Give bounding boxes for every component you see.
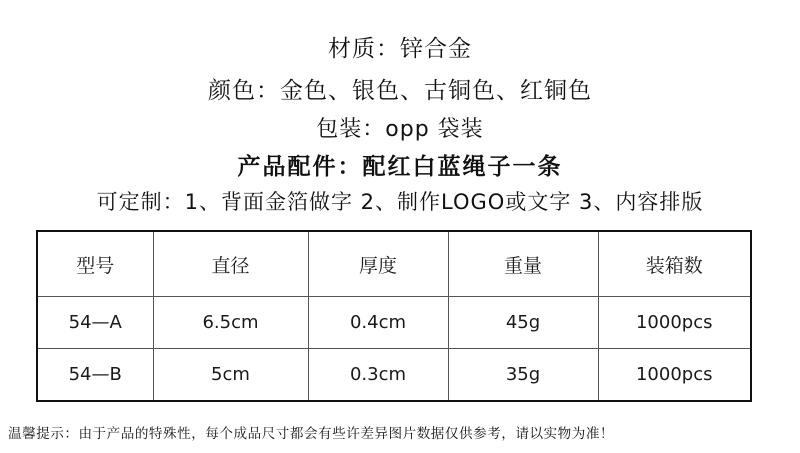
header-cell-model: 型号 (37, 231, 153, 297)
table-cell: 1000pcs (598, 348, 751, 401)
table-cell: 35g (448, 348, 598, 401)
table-cell: 54—B (37, 348, 153, 401)
table-cell: 54—A (37, 297, 153, 349)
header-cell-weight: 重量 (448, 231, 598, 297)
customization-line: 可定制：1、背面金箔做字 2、制作LOGO或文字 3、内容排版 (96, 190, 704, 214)
table-cell: 6.5cm (153, 297, 308, 349)
table-cell: 5cm (153, 348, 308, 401)
table-cell: 0.4cm (308, 297, 448, 349)
table-row (37, 348, 751, 401)
table-row (37, 297, 751, 349)
header-cell-box-quantity: 装箱数 (598, 231, 751, 297)
spec-table (36, 230, 752, 402)
table-cell: 0.3cm (308, 348, 448, 401)
header-cell-thickness: 厚度 (308, 231, 448, 297)
table-cell: 1000pcs (598, 297, 751, 349)
accessories-line: 产品配件：配红白蓝绳子一条 (237, 154, 563, 180)
table-header-row (37, 231, 751, 297)
table-cell: 45g (448, 297, 598, 349)
disclaimer-note: 温馨提示：由于产品的特殊性，每个成品尺寸都会有些许差异图片数据仅供参考，请以实物为准！ (8, 426, 615, 442)
colors-line: 颜色：金色、银色、古铜色、红铜色 (208, 78, 592, 104)
packaging-line: 包装：opp 袋装 (316, 117, 484, 142)
header-cell-diameter: 直径 (153, 231, 308, 297)
material-line: 材质：锌合金 (328, 36, 472, 62)
